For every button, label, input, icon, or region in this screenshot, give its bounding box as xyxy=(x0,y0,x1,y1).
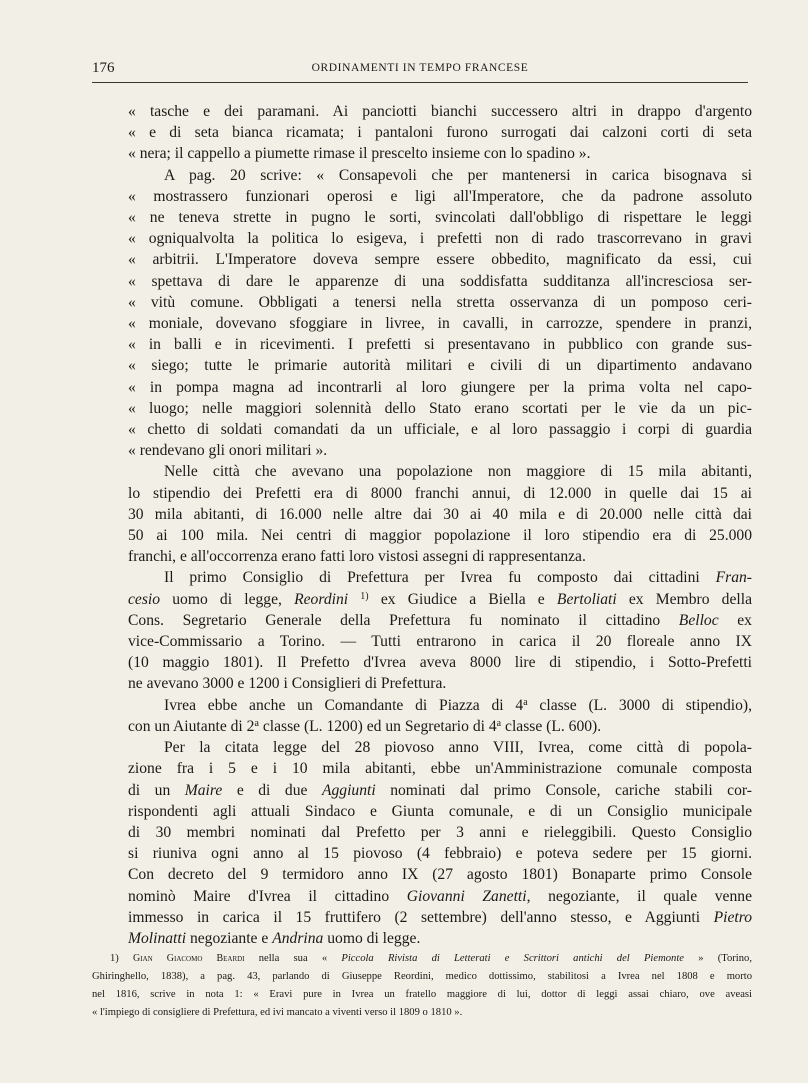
footnote-line: nel 1816, scrive in nota 1: « Eravi pure in Ivrea un fratello maggiore di lui, dottor di leggi assai chiaro, ove aveasi xyxy=(92,989,752,1000)
text-line: « arbitrii. L'Imperatore doveva sempre essere obbedito, magnificato da essi, cui xyxy=(128,251,752,269)
text-line: Il primo Consiglio di Prefettura per Ivrea fu composto dai cittadini Fran- xyxy=(164,569,752,587)
text-line: Nelle città che avevano una popolazione non maggiore di 15 mila abitanti, xyxy=(164,463,752,481)
page-header xyxy=(92,58,748,83)
text-line: con un Aiutante di 2$^a$ classe (L. 1200) ed un Segretario di 4$^a$ classe (L. 600). xyxy=(128,717,602,735)
text-line: Cons. Segretario Generale della Prefettura fu nominato il cittadino Belloc ex xyxy=(128,611,752,629)
text-line: nominò Maire d'Ivrea il cittadino Giovanni Zanetti, negoziante, il quale venne xyxy=(128,887,752,905)
text-line: « in pompa magna ad incontrarli al loro giungere per la prima volta nel capo- xyxy=(128,378,752,396)
text-line: 50 ai 100 mila. Nei centri di maggior popolazione il loro stipendio era di 25.000 xyxy=(128,527,752,545)
text-line: « vitù comune. Obbligati a tenersi nella stretta osservanza di un pomposo ceri- xyxy=(128,293,752,311)
text-line: Molinatti negoziante e Andrina uomo di legge. xyxy=(128,929,421,947)
text-line: di 30 membri nominati dal Prefetto per 3 anni e rieleggibili. Questo Consiglio xyxy=(128,823,752,841)
footnote-line: 1) Gian Giacomo Beardi nella sua « Piccola Rivista di Letterati e Scrittori antichi del Piemonte » (Torino, xyxy=(110,953,752,964)
text-line: « mostrassero funzionari operosi e ligi all'Imperatore, che da padrone assoluto xyxy=(128,187,752,205)
paragraph-consiglio xyxy=(92,567,752,694)
paragraph-stipendio xyxy=(92,461,752,567)
page-number: 176 xyxy=(92,60,115,76)
text-line: « ne teneva strette in pugno le sorti, svincolati dall'obbligo di rispettare le leggi xyxy=(128,209,752,227)
paragraph-comandante xyxy=(92,695,752,737)
text-line: si riuniva ogni anno al 15 piovoso (4 febbraio) e poteva sedere per 15 giorni. xyxy=(128,845,752,863)
text-line: Con decreto del 9 termidoro anno IX (27 agosto 1801) Bonaparte primo Console xyxy=(128,866,752,884)
text-line: A pag. 20 scrive: « Consapevoli che per mantenersi in carica bisognava si xyxy=(164,166,752,184)
text-line: di un Maire e di due Aggiunti nominati dal primo Console, cariche stabili cor- xyxy=(128,781,752,799)
text-line: Per la citata legge del 28 piovoso anno VIII, Ivrea, come città di popola- xyxy=(164,739,752,757)
text-line: vice-Commissario a Torino. — Tutti entrarono in carica il 20 floreale anno IX xyxy=(128,633,752,651)
running-head: ORDINAMENTI IN TEMPO FRANCESE xyxy=(311,62,529,74)
footnote-author: Gian Giacomo Beardi xyxy=(133,953,245,964)
text-line: « luogo; nelle maggiori solennità dello Stato erano scortati per le vie da un pic- xyxy=(128,399,752,417)
quote-continuation xyxy=(92,101,752,165)
text-line: rispondenti agli attuali Sindaco e Giunta comunale, e di un Consiglio municipale xyxy=(128,802,752,820)
footnote xyxy=(92,950,752,1022)
text-line: « rendevano gli onori militari ». xyxy=(128,442,328,460)
text-line: « moniale, dovevano sfoggiare in livree, in cavalli, in carrozze, spendere in pranzi, xyxy=(128,315,752,333)
text-line: ne avevano 3000 e 1200 i Consiglieri di Prefettura. xyxy=(128,675,447,693)
paragraph-pag20 xyxy=(92,165,752,462)
text-line: « spettava di dare le apparenze di una soddisfatta sudditanza all'incresciosa ser- xyxy=(128,272,752,290)
paragraph-legge xyxy=(92,737,752,949)
text-line: 30 mila abitanti, di 16.000 nelle altre dai 30 ai 40 mila e di 20.000 nelle città dai xyxy=(128,505,752,523)
text-line: zione fra i 5 e i 10 mila abitanti, ebbe un'Amministrazione comunale composta xyxy=(128,760,752,778)
body-text xyxy=(92,101,752,949)
footnote-ref: 1) xyxy=(360,590,369,602)
text-line: cesio uomo di legge, Reordini $^{1)}$ ex Giudice a Biella e Bertoliati ex Membro della xyxy=(128,590,752,608)
text-line: (10 maggio 1801). Il Prefetto d'Ivrea aveva 8000 lire di stipendio, i Sotto-Prefetti xyxy=(128,654,752,672)
text-line: « siego; tutte le primarie autorità militari e civili di un dipartimento andavano xyxy=(128,357,752,375)
text-line: « e di seta bianca ricamata; i pantaloni furono surrogati dai calzoni corti di seta xyxy=(128,124,752,142)
text-line: lo stipendio dei Prefetti era di 8000 franchi annui, di 12.000 in quelle dai 15 ai xyxy=(128,484,752,502)
text-line: « ogniqualvolta la politica lo esigeva, i prefetti non di rado trascorrevano in gravi xyxy=(128,230,752,248)
text-line: immesso in carica il 15 fruttifero (2 settembre) dell'anno stesso, e Aggiunti Pietro xyxy=(128,908,752,926)
footnote-line: Ghiringhello, 1838), a pag. 43, parlando di Giuseppe Reordini, medico dottissimo, stabilitosi a Ivrea nel 1808 e morto xyxy=(92,971,752,982)
text-line: « chetto di soldati comandati da un ufficiale, e al loro passaggio i corpi di guardia xyxy=(128,421,752,439)
text-line: franchi, e all'occorrenza erano fatti loro vistosi assegni di rappresentanza. xyxy=(128,548,586,566)
text-line: « tasche e dei paramani. Ai panciotti bianchi successero altri in drappo d'argento xyxy=(128,103,752,120)
text-line: « in balli e in ricevimenti. I prefetti si presentavano in pubblico con grande sus- xyxy=(128,336,752,354)
text-line: Ivrea ebbe anche un Comandante di Piazza di 4$^a$ classe (L. 3000 di stipendio), xyxy=(164,696,752,714)
footnote-line: « l'impiego di consigliere di Prefettura, ed ivi mancato a viventi verso il 1809 o 1810 ». xyxy=(92,1007,463,1018)
text-line: « nera; il cappello a piumette rimase il prescelto insieme con lo spadino ». xyxy=(128,145,591,163)
